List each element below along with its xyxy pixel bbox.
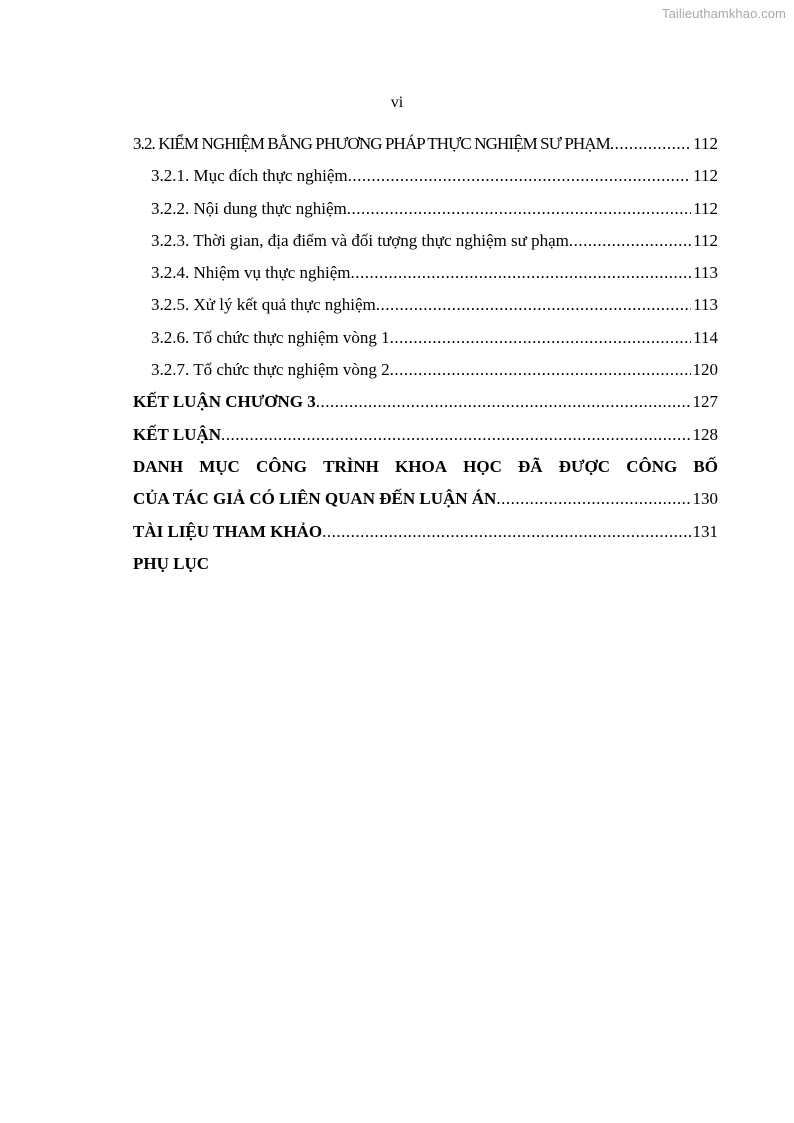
toc-entry-title: 3.2.7. Tổ chức thực nghiệm vòng 2 xyxy=(151,360,390,380)
toc-entry-page: 127 xyxy=(692,392,718,412)
toc-entry-title: TÀI LIỆU THAM KHẢO xyxy=(133,521,323,541)
leader-dots xyxy=(316,386,691,418)
toc-entry-title: CỦA TÁC GIẢ CÓ LIÊN QUAN ĐẾN LUẬN ÁN xyxy=(133,489,497,509)
word: ĐÃ xyxy=(518,456,543,476)
toc-entry-title: 3.2.1. Mục đích thực nghiệm xyxy=(151,166,348,186)
toc-entry-page: 112 xyxy=(693,230,718,250)
toc-entry-page: 112 xyxy=(693,198,718,218)
toc-entry-3-2-5[interactable] xyxy=(133,289,718,321)
toc-entry-title: 3.2.3. Thời gian, địa điểm và đối tượng thực nghiệm sư phạm xyxy=(151,230,569,250)
toc-entry-page: 113 xyxy=(693,295,718,315)
toc-entry-page: 114 xyxy=(693,327,718,347)
toc-entry-title: 3.2.5. Xử lý kết quả thực nghiệm xyxy=(151,295,376,315)
word: HỌC xyxy=(463,456,502,476)
toc-entry-page: 130 xyxy=(692,489,718,509)
toc-entry-title: 3.2.4. Nhiệm vụ thực nghiệm xyxy=(151,263,351,283)
leader-dots xyxy=(347,193,691,225)
leader-dots xyxy=(348,160,691,192)
toc-entry-page: 113 xyxy=(693,263,718,283)
toc-entry-3-2-3[interactable] xyxy=(133,225,718,257)
toc-entry-danh-muc-line1[interactable] xyxy=(133,451,718,483)
toc-entry-page: 112 xyxy=(693,134,718,153)
table-of-contents xyxy=(133,128,718,580)
word: KHOA xyxy=(395,456,447,476)
toc-entry-title: KẾT LUẬN CHƯƠNG 3 xyxy=(133,392,316,412)
toc-entry-3-2-6[interactable] xyxy=(133,322,718,354)
toc-entry-3-2-4[interactable] xyxy=(133,257,718,289)
toc-entry-3-2-7[interactable] xyxy=(133,354,718,386)
toc-entry-ket-luan[interactable] xyxy=(133,419,718,451)
leader-dots xyxy=(221,419,690,451)
toc-entry-title: 3.2.6. Tổ chức thực nghiệm vòng 1 xyxy=(151,327,390,347)
word: TRÌNH xyxy=(323,456,379,476)
toc-entry-3-2-1[interactable] xyxy=(133,160,718,192)
toc-entry-3-2-2[interactable] xyxy=(133,193,718,225)
toc-entry-page: 131 xyxy=(692,521,718,541)
toc-entry-title: 3.2. KIỂM NGHIỆM BẰNG PHƯƠNG PHÁP THỰC NGHIỆM SƯ PHẠM xyxy=(133,134,610,153)
toc-entry-page: 128 xyxy=(692,424,718,444)
toc-entry-title: KẾT LUẬN xyxy=(133,424,222,444)
leader-dots xyxy=(390,322,692,354)
word: DANH xyxy=(133,456,184,476)
toc-entry-ket-luan-chuong-3[interactable] xyxy=(133,386,718,418)
toc-entry-title: 3.2.2. Nội dung thực nghiệm xyxy=(151,198,347,218)
word: MỤC xyxy=(199,456,240,476)
leader-dots xyxy=(376,289,691,321)
leader-dots xyxy=(569,225,691,257)
leader-dots xyxy=(390,354,691,386)
leader-dots xyxy=(322,516,690,548)
leader-dots xyxy=(496,483,690,515)
toc-entry-tai-lieu-tham-khao[interactable] xyxy=(133,516,718,548)
toc-entry-page: 120 xyxy=(692,360,718,380)
word: BỐ xyxy=(693,456,718,476)
leader-dots xyxy=(610,128,691,160)
toc-entry-3-2[interactable] xyxy=(133,128,718,160)
page-number: vi xyxy=(390,94,404,111)
toc-entry-danh-muc-line2[interactable] xyxy=(133,483,718,515)
word: CÔNG xyxy=(626,456,678,476)
toc-entry-phu-luc[interactable] xyxy=(133,548,718,580)
toc-entry-title: PHỤ LỤC xyxy=(133,553,210,573)
word: CÔNG xyxy=(255,456,307,476)
watermark: Tailieuthamkhao.com xyxy=(661,6,786,21)
word: ĐƯỢC xyxy=(558,456,611,476)
leader-dots xyxy=(351,257,692,289)
toc-entry-page: 112 xyxy=(693,166,718,186)
